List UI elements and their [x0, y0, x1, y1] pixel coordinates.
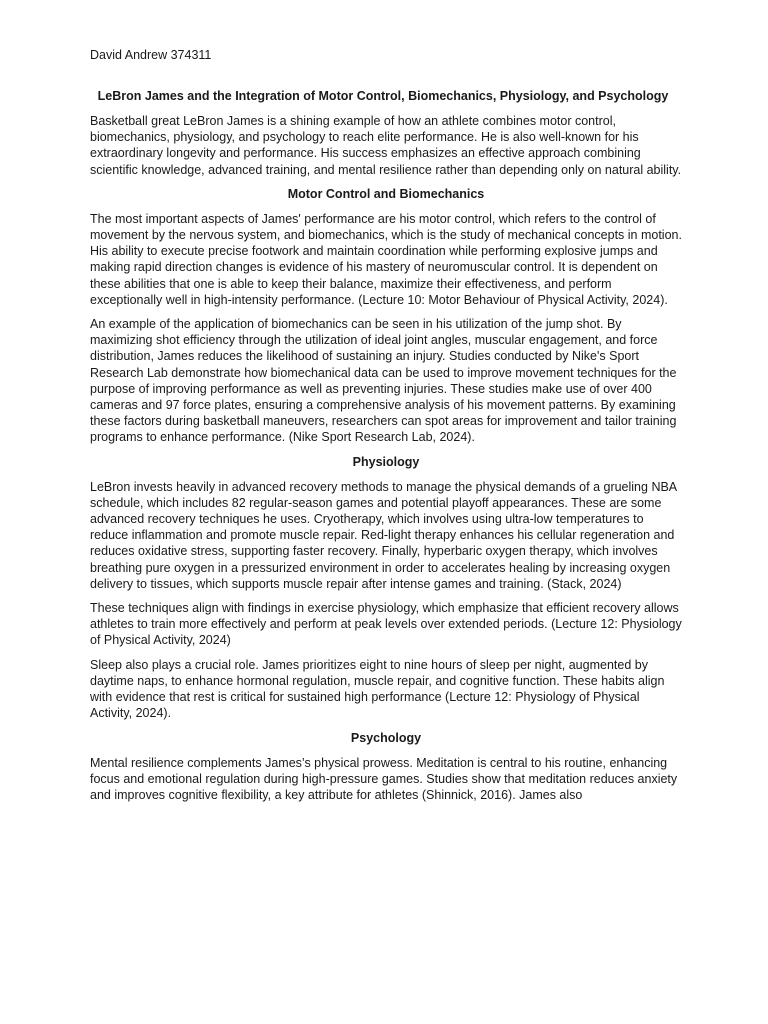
paragraph: The most important aspects of James' performance are his motor control, which refers to the control of movement by the nervous system, and biomechanics, which is the study of mechanical concepts in motion. His ability to execute precise footwork and maintain coordination while performing explosive jumps and making rapid direction changes is evidence of his mastery of neuromuscular control. It is dependent on these abilities that one is able to keep their balance, maximize their effectiveness, and perform exceptionally well in high-intensity performance. (Lecture 10: Motor Behaviour of Physical Activity, 2024).: [90, 211, 682, 307]
paragraph: Sleep also plays a crucial role. James prioritizes eight to nine hours of sleep per night, augmented by daytime naps, to enhance hormonal regulation, muscle repair, and cognitive function. These habits align with evidence that rest is critical for sustained high performance (Lecture 12: Physiology of Physical Activity, 2024).: [90, 657, 665, 721]
section-heading: Motor Control and Biomechanics: [287, 186, 485, 201]
paragraph: Mental resilience complements James’s physical prowess. Meditation is central to his routine, enhancing focus and emotional regulation during high-pressure games. Studies show that meditation reduces anxiety and improves cognitive flexibility, a key attribute for athletes (Shinnick, 2016). James also: [90, 755, 678, 802]
paragraph: An example of the application of biomechanics can be seen in his utilization of the jump shot. By maximizing shot efficiency through the utilization of ideal joint angles, muscular engagement, and force distribution, James reduces the likelihood of sustaining an injury. Studies conducted by Nike's Sport Research Lab demonstrate how biomechanical data can be used to improve movement techniques for the purpose of improving performance as well as preventing injuries. These studies make use of over 400 cameras and 97 force plates, ensuring a comprehensive analysis of his movement patterns. By examining these factors during basketball maneuvers, researchers can spot areas for improvement and tailor training programs to enhance performance. (Nike Sport Research Lab, 2024).: [90, 317, 677, 445]
section-heading: Psychology: [350, 730, 422, 745]
intro-paragraph: Basketball great LeBron James is a shining example of how an athlete combines motor control, biomechanics, physiology, and psychology to reach elite performance. He is also well-known for his extraordinary longevity and performance. His success emphasizes an effective approach combining scientific knowledge, advanced training, and mental resilience rather than depending only on natural ability.: [90, 114, 682, 177]
paragraph: LeBron invests heavily in advanced recovery methods to manage the physical demands of a grueling NBA schedule, which includes 82 regular-season games and potential playoff appearances. These are some advanced recovery techniques he uses. Cryotherapy, which involves using ultra-low temperatures to reduce inflammation and promote muscle repair. Red-light therapy enhances his cellular regeneration and reduces oxidative stress, supporting faster recovery. Finally, hyperbaric oxygen therapy, which involves breathing pure oxygen in a pressurized environment in order to accelerates healing by increasing oxygen delivery to tissues, which supports muscle repair after intense games and training. (Stack, 2024): [90, 479, 677, 591]
section-physiology: [90, 454, 682, 722]
paragraph: These techniques align with findings in exercise physiology, which emphasize that efficient recovery allows athletes to train more effectively and perform at peak levels over extended periods. (Lecture 12: Physiology of Physical Activity, 2024): [90, 601, 682, 648]
section-psychology: [90, 730, 682, 804]
document-title: LeBron James and the Integration of Motor Control, Biomechanics, Physiology, and Psychology: [97, 89, 669, 103]
section-heading: Physiology: [352, 454, 420, 469]
author-line: David Andrew 374311: [90, 48, 212, 62]
section-motor-control: [90, 186, 682, 446]
